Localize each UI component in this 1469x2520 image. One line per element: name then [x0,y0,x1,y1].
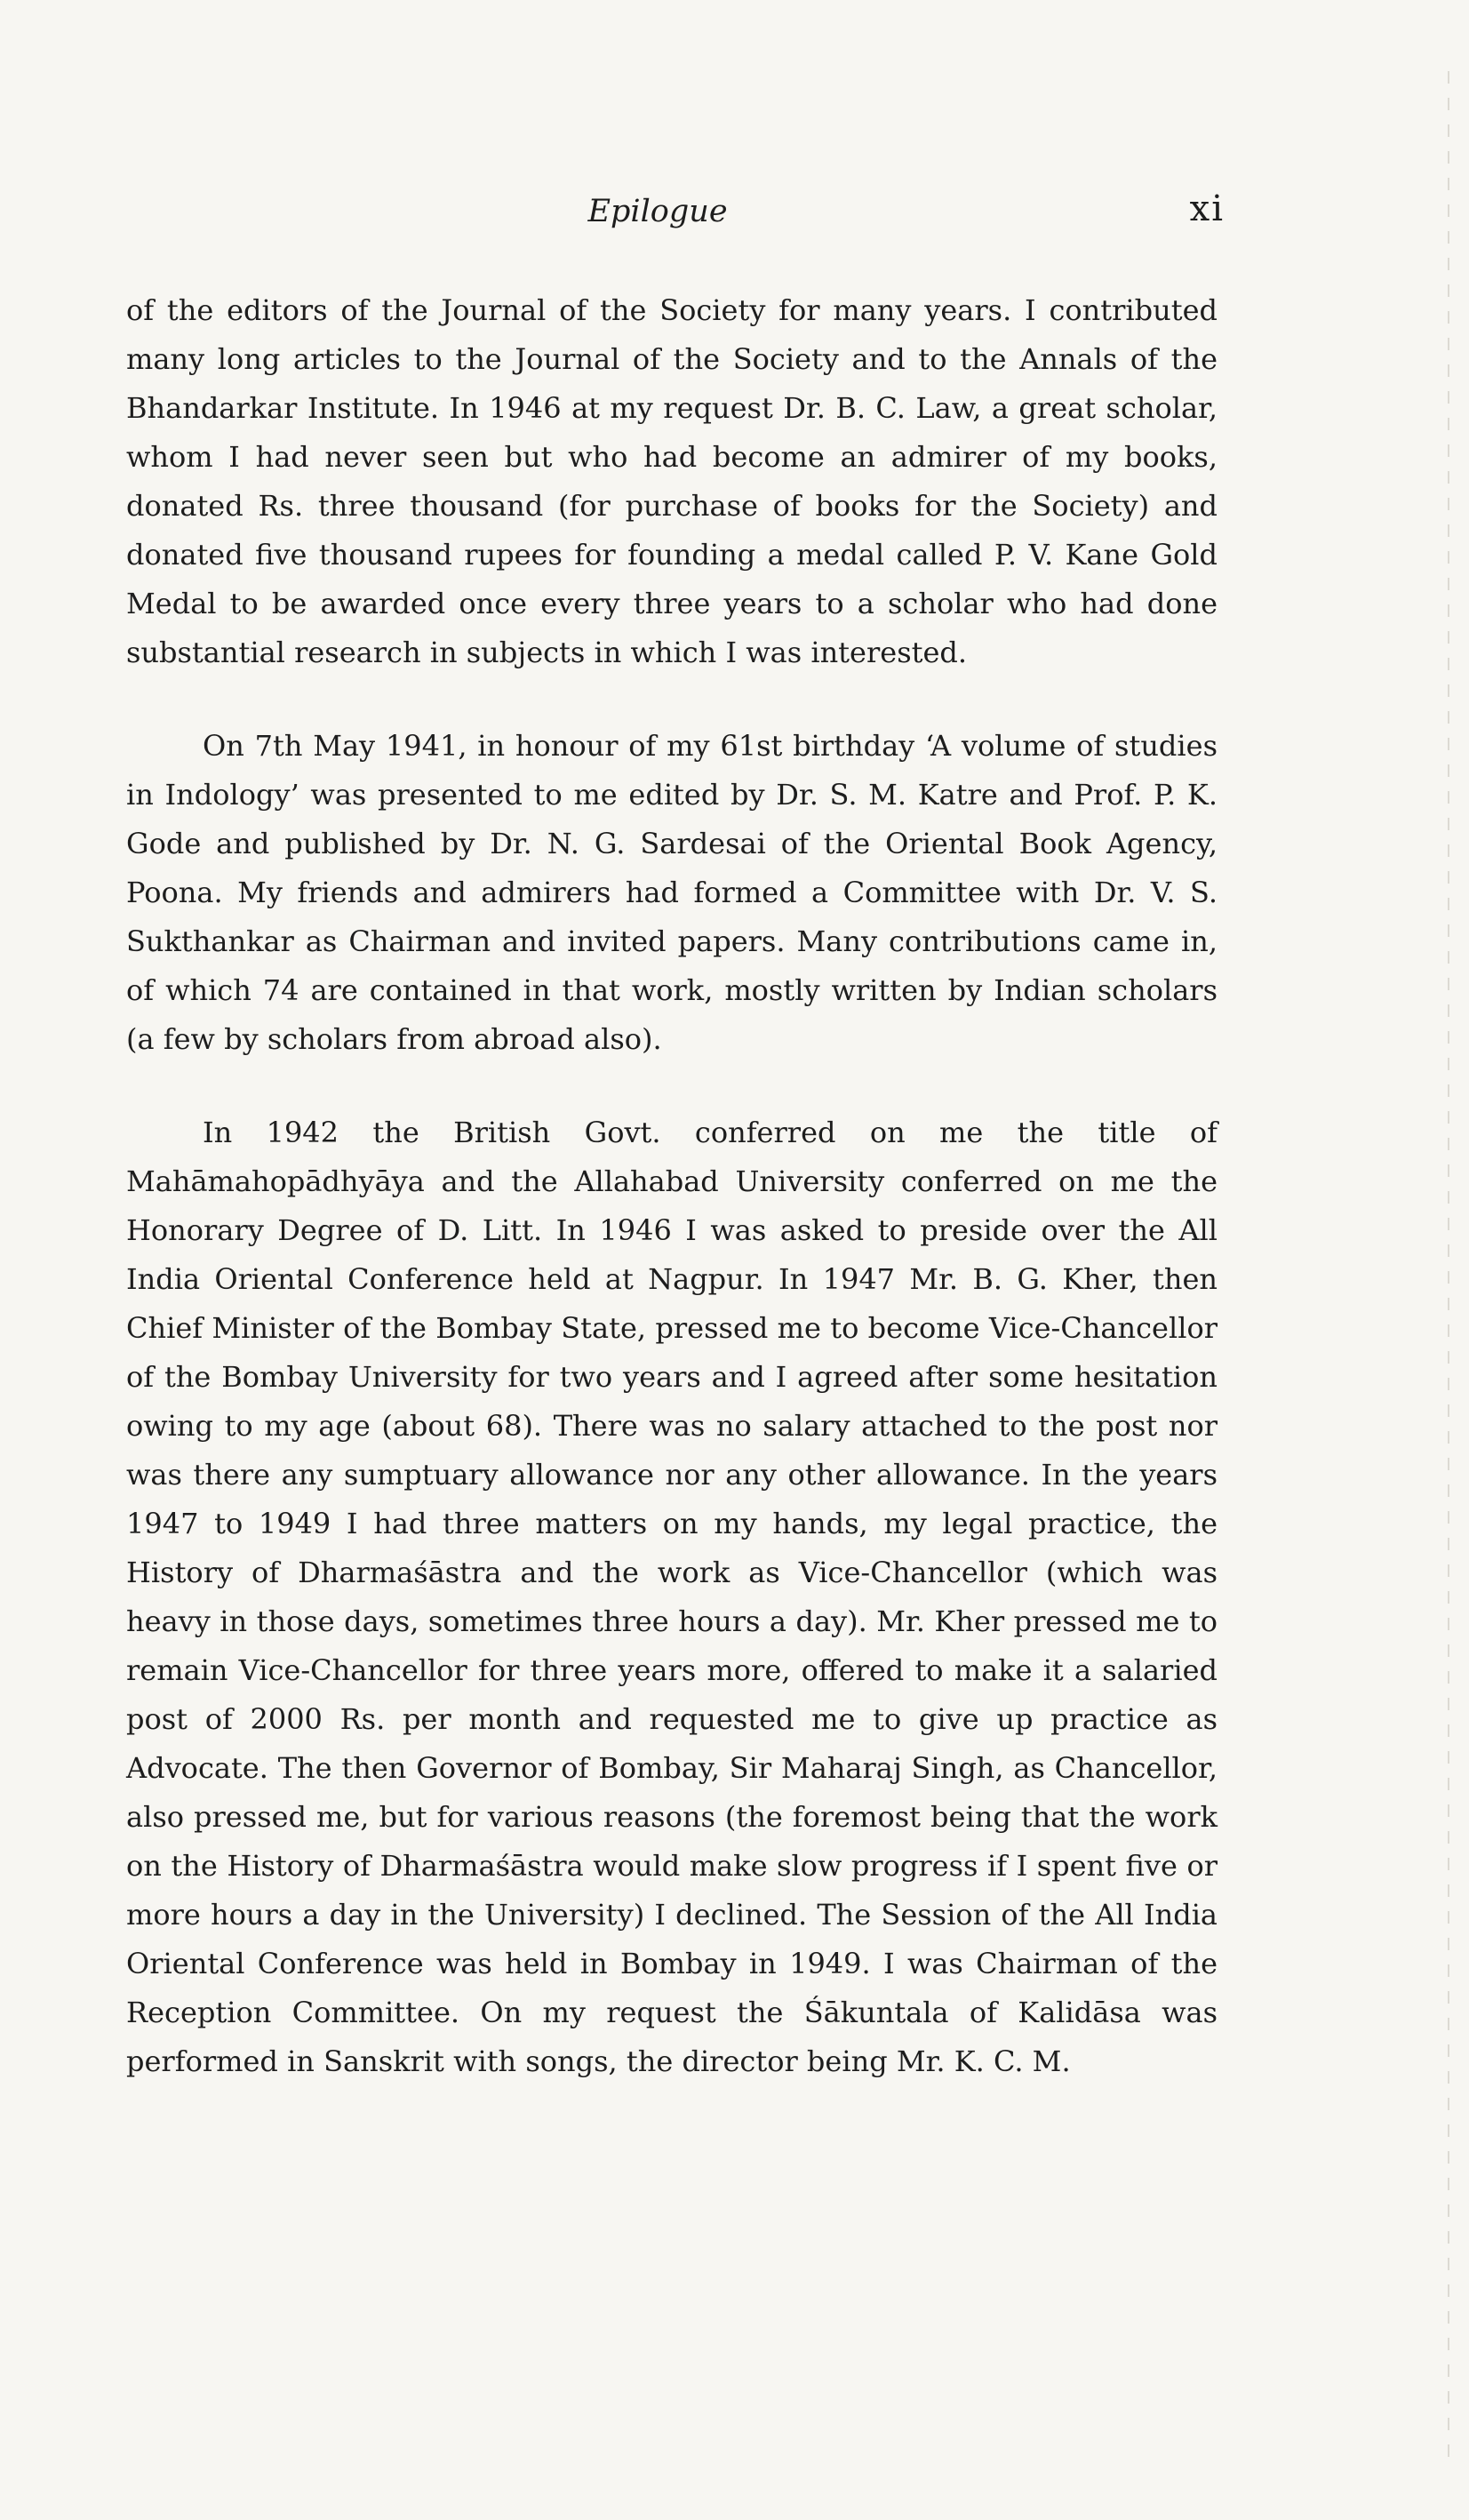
page-edge-mark [1448,71,1449,2471]
paragraph-honours-vice-chancellor: In 1942 the British Govt. conferred on me the title of Mahāmahopādhyāya and the Allahabad University conferred on me the Honorary Degree of D. Litt. In 1946 I was asked to preside over the All India Oriental Conference held at Nagpur. In 1947 Mr. B. G. Kher, then Chief Minister of the Bombay State, pressed me to become Vice-Chancellor of the Bombay University for two years and I agreed after some hesitation owing to my age (about 68). There was no salary attached to the post nor was there any sumptuary allowance nor any other allowance. In the years 1947 to 1949 I had three matters on my hands, my legal practice, the History of Dharmaśāstra and the work as Vice-Chancellor (which was heavy in those days, sometimes three hours a day). Mr. Kher pressed me to remain Vice-Chancellor for three years more, offered to make it a salaried post of 2000 Rs. per month and requested me to give up practice as Advocate. The then Governor of Bombay, Sir Maharaj Singh, as Chancellor, also pressed me, but for various reasons (the foremost being that the work on the History of Dharmaśāstra would make slow progress if I spent five or more hours a day in the University) I declined. The Session of the All India Oriental Conference was held in Bombay in 1949. I was Chairman of the Reception Committee. On my request the Śākuntala of Kalidāsa was performed in Sanskrit with songs, the director being Mr. K. C. M. [126,1116,1218,2078]
paragraph-continuation: of the editors of the Journal of the Society for many years. I contributed many long articles to the Journal of the Society and to the Annals of the Bhandarkar Institute. In 1946 at my request Dr. B. C. Law, a great scholar, whom I had never seen but who had become an admirer of my books, donated Rs. three thousand (for purchase of books for the Society) and donated five thousand rupees for founding a medal called P. V. Kane Gold Medal to be awarded once every three years to a scholar who had done substantial research in subjects in which I was interested. [126,293,1218,669]
body-text [126,286,1218,2086]
page-number: xi [1189,188,1225,229]
paragraph-birthday-volume: On 7th May 1941, in honour of my 61st birthday ‘A volume of studies in Indology’ was presented to me edited by Dr. S. M. Katre and Prof. P. K. Gode and published by Dr. N. G. Sardesai of the Oriental Book Agency, Poona. My friends and admirers had formed a Committee with Dr. V. S. Sukthankar as Chairman and invited papers. Many contributions came in, of which 74 are contained in that work, mostly written by Indian scholars (a few by scholars from abroad also). [126,729,1218,1056]
running-head [0,188,1469,242]
running-title: Epilogue [587,194,728,229]
